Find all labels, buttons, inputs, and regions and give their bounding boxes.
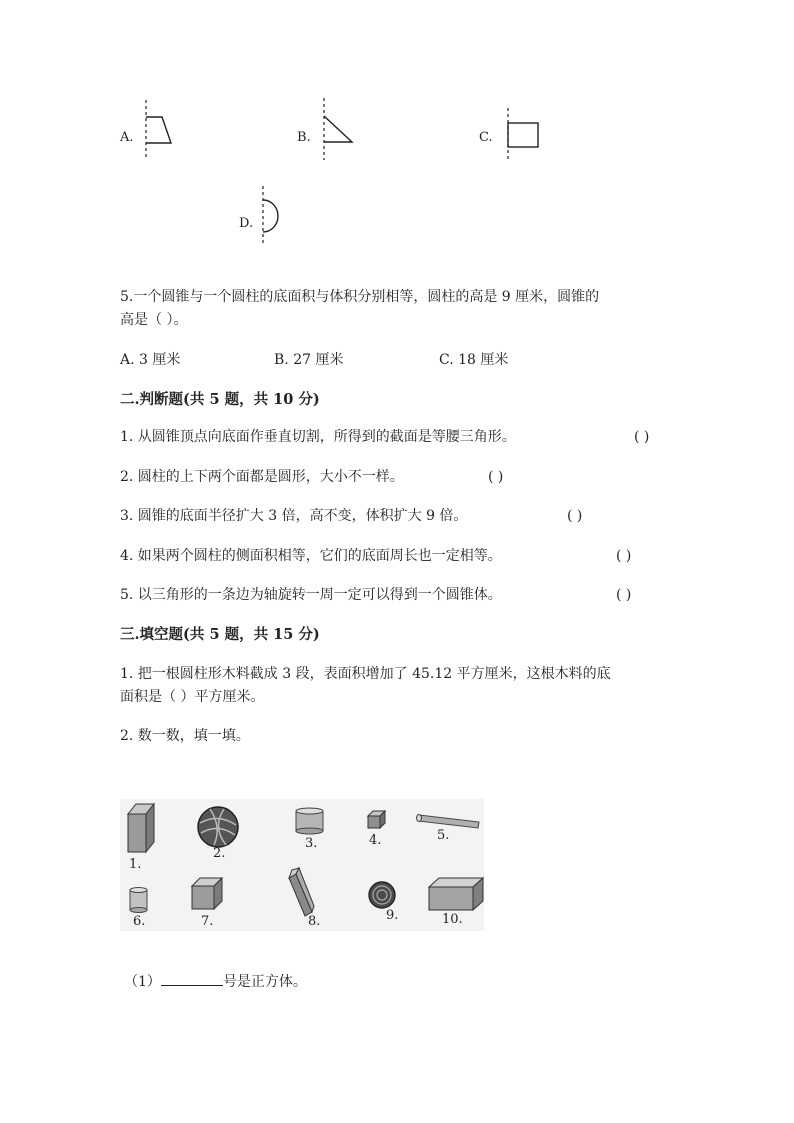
solid-5-label: 5.	[437, 828, 450, 843]
solid-7-label: 7.	[201, 914, 214, 929]
judge-item-5: 5. 以三角形的一条边为轴旋转一周一定可以得到一个圆锥体。	[120, 587, 502, 603]
solid-10-flat-cuboid-figure	[427, 876, 485, 912]
q5-line1: 5.一个圆锥与一个圆柱的底面积与体积分别相等，圆柱的高是 9 厘米，圆锥的	[120, 289, 600, 305]
solid-8-label: 8.	[308, 914, 321, 929]
judge-item-5-paren: ( )	[616, 587, 632, 603]
option-a-label: A.	[120, 130, 134, 145]
judge-item-1: 1. 从圆锥顶点向底面作垂直切割，所得到的截面是等腰三角形。	[120, 429, 516, 445]
solid-2-label: 2.	[213, 846, 226, 861]
judge-item-3: 3. 圆锥的底面半径扩大 3 倍，高不变，体积扩大 9 倍。	[120, 508, 468, 524]
q5-line2: 高是（ ）。	[120, 312, 188, 328]
fill-q1-line1: 1. 把一根圆柱形木料截成 3 段，表面积增加了 45.12 平方厘米，这根木料的底	[120, 666, 611, 682]
judge-item-4: 4. 如果两个圆柱的侧面积相等，它们的底面周长也一定相等。	[120, 548, 502, 564]
solid-1-tall-cuboid-figure	[126, 800, 158, 854]
option-b-triangle-figure	[318, 98, 358, 160]
answer-blank[interactable]	[161, 971, 223, 986]
solid-3-cylinder-figure	[294, 806, 326, 836]
fill-q1-line2: 面积是（ ）平方厘米。	[120, 689, 265, 705]
option-c-label: C.	[479, 130, 493, 145]
judge-item-2: 2. 圆柱的上下两个面都是圆形，大小不一样。	[120, 469, 404, 485]
fill-q2: 2. 数一数，填一填。	[120, 728, 250, 744]
solid-9-coiled-ball-figure	[367, 880, 397, 910]
q5-option-c: C. 18 厘米	[439, 352, 509, 368]
solid-4-label: 4.	[369, 833, 382, 848]
solid-2-ball-figure	[196, 805, 240, 849]
solid-7-cube-figure	[190, 876, 224, 912]
solid-6-short-cylinder-figure	[128, 886, 150, 914]
option-a-trapezoid-figure	[140, 100, 180, 160]
solid-3-label: 3.	[305, 836, 318, 851]
judge-item-2-paren: ( )	[488, 469, 504, 485]
section3-title: 三.填空题(共 5 题，共 15 分)	[120, 626, 320, 643]
solid-10-label: 10.	[442, 912, 463, 927]
fill-q2-sub1	[124, 971, 307, 994]
judge-item-1-paren: ( )	[634, 429, 650, 445]
option-d-semicircle-figure	[258, 186, 288, 246]
option-c-rectangle-figure	[504, 108, 544, 160]
solid-1-label: 1.	[129, 857, 142, 872]
solid-6-label: 6.	[133, 914, 146, 929]
solid-8-tilted-cuboid-figure	[286, 868, 316, 920]
fill-q2-sub1-prefix: （1）	[124, 974, 161, 990]
q5-option-b: B. 27 厘米	[274, 352, 344, 368]
fill-q2-sub1-suffix: 号是正方体。	[222, 974, 307, 990]
section2-title: 二.判断题(共 5 题，共 10 分)	[120, 391, 320, 408]
option-b-label: B.	[297, 130, 311, 145]
option-d-label: D.	[239, 216, 254, 231]
solid-9-label: 9.	[386, 908, 399, 923]
judge-item-3-paren: ( )	[567, 508, 583, 524]
judge-item-4-paren: ( )	[616, 548, 632, 564]
q5-option-a: A. 3 厘米	[120, 352, 181, 368]
solid-4-small-cube-figure	[367, 810, 387, 830]
